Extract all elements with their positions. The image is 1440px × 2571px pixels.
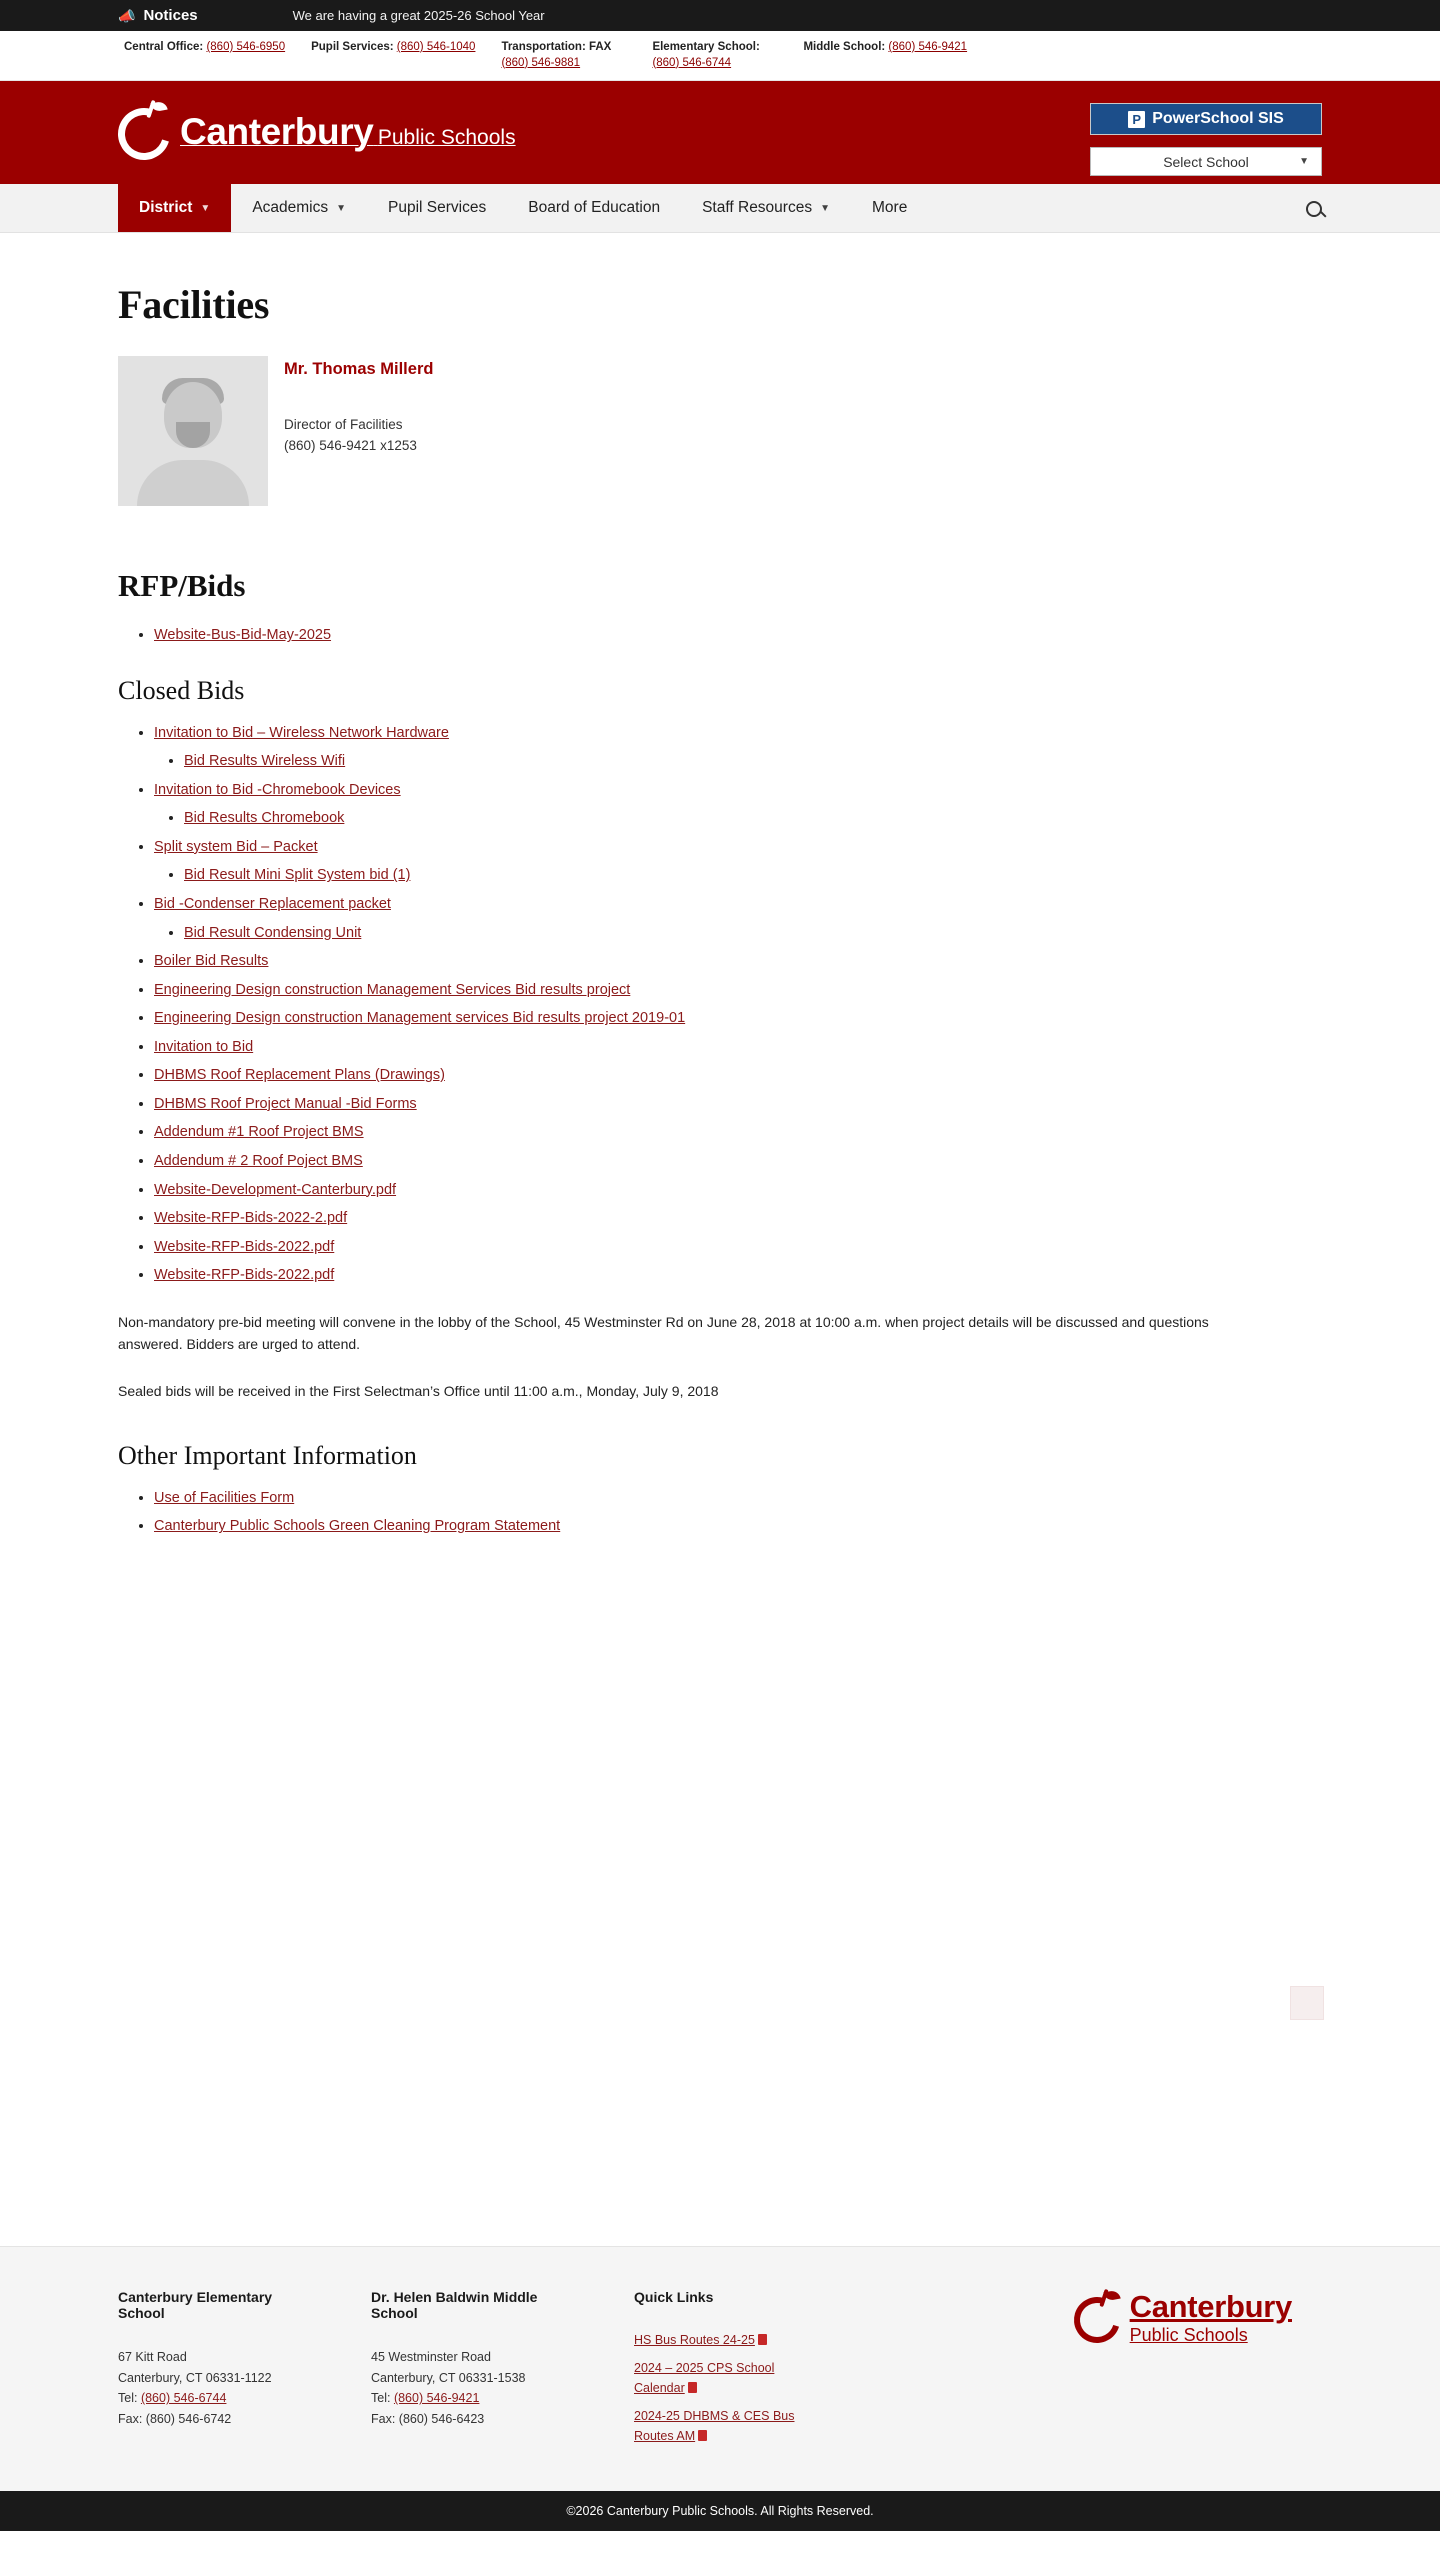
footer-address-line-2: Canterbury, CT 06331-1538 <box>371 2370 526 2385</box>
list-item <box>184 924 1322 944</box>
closed-bid-link[interactable]: Addendum # 2 Roof Poject BMS <box>154 1153 363 1170</box>
footer-tel <box>118 2388 313 2409</box>
nav-label: Pupil Services <box>388 199 487 217</box>
header-right <box>1090 103 1322 176</box>
footer-logo[interactable] <box>1074 2289 1322 2349</box>
pdf-icon <box>758 2334 767 2345</box>
other-information-list <box>118 1489 1322 1537</box>
pdf-icon <box>698 2430 707 2441</box>
list-item <box>154 1066 1322 1086</box>
site-footer <box>0 2246 1440 2491</box>
nav-item-board-of-education[interactable] <box>507 184 681 232</box>
list-item <box>154 1517 1322 1537</box>
closed-bids-list <box>118 724 1322 1286</box>
footer-tel-label: Tel: <box>371 2391 394 2406</box>
staff-role: Director of Facilities <box>284 417 403 433</box>
footer-address-line-2: Canterbury, CT 06331-1122 <box>118 2370 272 2385</box>
list-item <box>154 895 1322 943</box>
page-title: Facilities <box>118 282 270 328</box>
quick-link-item <box>634 2359 819 2398</box>
closed-bid-link[interactable]: Website-RFP-Bids-2022.pdf <box>154 1238 335 1255</box>
brand-name: Canterbury <box>180 111 374 153</box>
rfp-link[interactable]: Website-Bus-Bid-May-2025 <box>154 627 332 644</box>
contact-phone-link[interactable]: (860) 546-9421 <box>888 41 968 53</box>
pdf-icon <box>688 2382 697 2393</box>
footer-fax: Fax: (860) 546-6423 <box>371 2411 485 2426</box>
nav-item-more[interactable] <box>851 184 928 232</box>
powerschool-sis-button[interactable] <box>1090 103 1322 135</box>
closed-bid-link[interactable]: Bid -Condenser Replacement packet <box>154 895 391 912</box>
closed-bid-sublist <box>154 866 1322 886</box>
footer-tel <box>371 2388 576 2409</box>
megaphone-icon: 📣 <box>118 7 136 24</box>
list-item <box>154 626 1322 646</box>
apple-logo-icon <box>1074 2289 1124 2349</box>
closed-bid-link[interactable]: Invitation to Bid – Wireless Network Hardware <box>154 724 449 741</box>
nav-item-staff-resources[interactable] <box>681 184 851 232</box>
list-item <box>154 1009 1322 1029</box>
quick-link-item <box>634 2407 819 2446</box>
contact-elementary-school <box>652 40 777 71</box>
powerschool-label: PowerSchool SIS <box>1152 110 1284 128</box>
search-toggle-button[interactable] <box>1306 184 1322 233</box>
closed-bid-link[interactable]: Engineering Design construction Management Services Bid results project <box>154 981 631 998</box>
closed-bid-link[interactable]: Website-RFP-Bids-2022-2.pdf <box>154 1210 348 1227</box>
powerschool-icon: P <box>1128 111 1145 128</box>
quick-link[interactable]: HS Bus Routes 24-25 <box>634 2333 755 2348</box>
rfp-bids-heading: RFP/Bids <box>118 568 246 604</box>
contact-central-office <box>124 40 285 56</box>
closed-bid-link[interactable]: Addendum #1 Roof Project BMS <box>154 1124 364 1141</box>
nav-item-district[interactable] <box>118 184 231 232</box>
other-link[interactable]: Canterbury Public Schools Green Cleaning Program Statement <box>154 1518 561 1535</box>
contact-transportation <box>501 40 626 71</box>
closed-bids-heading: Closed Bids <box>118 675 245 705</box>
nav-label: More <box>872 199 908 217</box>
list-item <box>184 866 1322 886</box>
list-item <box>154 1181 1322 1201</box>
closed-bid-link[interactable]: Website-Development-Canterbury.pdf <box>154 1181 397 1198</box>
contact-label: Transportation: FAX <box>501 41 612 53</box>
main-navigation <box>0 184 1440 233</box>
other-link[interactable]: Use of Facilities Form <box>154 1489 295 1506</box>
closed-bid-sublink[interactable]: Bid Results Chromebook <box>184 810 345 827</box>
closed-bid-link[interactable]: Website-RFP-Bids-2022.pdf <box>154 1267 335 1284</box>
quick-link[interactable]: 2024-25 DHBMS & CES Bus Routes AM <box>634 2409 795 2443</box>
contact-label: Central Office: <box>124 41 204 53</box>
list-item <box>154 1095 1322 1115</box>
notice-bar <box>0 0 1440 31</box>
brand-subtitle: Public Schools <box>377 126 516 150</box>
closed-bid-sublink[interactable]: Bid Results Wireless Wifi <box>184 753 346 770</box>
nav-label: Staff Resources <box>702 199 813 217</box>
closed-bid-link[interactable]: Invitation to Bid -Chromebook Devices <box>154 781 401 798</box>
contact-phone-link[interactable]: (860) 546-9881 <box>501 56 581 69</box>
closed-bid-sublink[interactable]: Bid Result Mini Split System bid (1) <box>184 867 411 884</box>
nav-label: Academics <box>252 199 329 217</box>
list-item <box>154 1489 1322 1509</box>
list-item <box>154 1209 1322 1229</box>
closed-bid-link[interactable]: DHBMS Roof Replacement Plans (Drawings) <box>154 1067 445 1084</box>
footer-address-line-1: 67 Kitt Road <box>118 2350 187 2365</box>
closed-bid-sublist <box>154 809 1322 829</box>
quick-link[interactable]: 2024 – 2025 CPS School Calendar <box>634 2361 775 2395</box>
staff-profile <box>118 356 1322 506</box>
closed-bid-sublink[interactable]: Bid Result Condensing Unit <box>184 924 362 941</box>
other-information-heading: Other Important Information <box>118 1440 417 1470</box>
school-select-dropdown[interactable] <box>1090 147 1322 176</box>
contact-label: Elementary School: <box>652 41 760 53</box>
staff-name: Mr. Thomas Millerd <box>284 360 434 379</box>
footer-tel-link[interactable]: (860) 546-6744 <box>140 2391 227 2406</box>
rfp-bids-list <box>118 626 1322 646</box>
main-content <box>0 281 1440 2246</box>
list-item <box>154 952 1322 972</box>
chevron-down-icon: ▼ <box>1299 156 1309 168</box>
list-item <box>154 1266 1322 1286</box>
footer-fax: Fax: (860) 546-6742 <box>118 2411 232 2426</box>
copyright-bar: ©2026 Canterbury Public Schools. All Rights Reserved. <box>0 2491 1440 2531</box>
footer-heading: Quick Links <box>634 2289 714 2306</box>
list-item <box>184 809 1322 829</box>
list-item <box>154 1038 1322 1058</box>
site-logo[interactable] <box>118 100 516 166</box>
list-item <box>154 1152 1322 1172</box>
content-spacer <box>118 1546 1322 2246</box>
quick-link-item <box>634 2331 819 2350</box>
closed-bid-sublist <box>154 752 1322 772</box>
nav-label: District <box>139 199 193 217</box>
contact-pupil-services <box>311 40 475 56</box>
list-item <box>154 724 1322 772</box>
contact-middle-school <box>803 40 967 56</box>
sealed-bids-paragraph: Sealed bids will be received in the First Selectman’s Office until 11:00 a.m., Monday, July 9, 2018 <box>118 1383 719 1400</box>
closed-bid-sublist <box>154 924 1322 944</box>
contact-phone-link[interactable]: (860) 546-6744 <box>652 56 732 69</box>
closed-bid-link[interactable]: Boiler Bid Results <box>154 953 269 970</box>
site-header <box>0 81 1440 184</box>
search-icon <box>1306 201 1322 217</box>
chevron-down-icon: ▼ <box>336 202 347 214</box>
footer-heading: Canterbury Elementary School <box>118 2289 273 2322</box>
nav-item-academics[interactable] <box>231 184 367 232</box>
footer-heading: Dr. Helen Baldwin Middle School <box>371 2289 538 2322</box>
chevron-down-icon: ▼ <box>200 202 211 214</box>
school-select-value: Select School <box>1163 153 1249 170</box>
contact-strip <box>0 31 1440 81</box>
list-item <box>154 981 1322 1001</box>
chevron-down-icon: ▼ <box>820 202 830 214</box>
closed-bid-link[interactable]: Invitation to Bid <box>154 1038 254 1055</box>
footer-address-line-1: 45 Westminster Road <box>371 2350 491 2365</box>
contact-label: Middle School: <box>803 41 886 53</box>
closed-bid-link[interactable]: Engineering Design construction Management services Bid results project 2019-01 <box>154 1010 686 1027</box>
list-item <box>184 752 1322 772</box>
staff-phone: (860) 546-9421 x1253 <box>284 437 417 453</box>
list-item <box>154 1123 1322 1143</box>
contact-label: Pupil Services: <box>311 41 394 53</box>
closed-bid-link[interactable]: DHBMS Roof Project Manual -Bid Forms <box>154 1095 417 1112</box>
list-item <box>154 838 1322 886</box>
notice-label: Notices <box>143 7 198 24</box>
footer-brand-subtitle: Public Schools <box>1129 2324 1248 2345</box>
footer-tel-link[interactable]: (860) 546-9421 <box>393 2391 480 2406</box>
notice-text: We are having a great 2025-26 School Year <box>292 8 545 23</box>
avatar <box>118 356 268 506</box>
closed-bid-link[interactable]: Split system Bid – Packet <box>154 838 318 855</box>
nav-label: Board of Education <box>528 199 661 217</box>
footer-col-middle <box>371 2289 576 2430</box>
list-item <box>154 781 1322 829</box>
footer-brand-name: Canterbury <box>1129 2288 1292 2324</box>
contact-phone-link[interactable]: (860) 546-6950 <box>206 41 286 53</box>
nav-item-pupil-services[interactable] <box>367 184 507 232</box>
prebid-paragraph: Non-mandatory pre-bid meeting will convene in the lobby of the School, 45 Westminster Rd on June 28, 2018 at 10:00 a.m. when project details will be discussed and questions answered. Bidders are urged to attend. <box>118 1313 1209 1352</box>
footer-col-elementary <box>118 2289 313 2430</box>
contact-phone-link[interactable]: (860) 546-1040 <box>396 41 476 53</box>
list-item <box>154 1238 1322 1258</box>
floating-widget[interactable] <box>1290 1986 1324 2020</box>
apple-logo-icon <box>118 100 174 166</box>
footer-tel-label: Tel: <box>118 2391 141 2406</box>
footer-col-quick-links <box>634 2289 819 2455</box>
